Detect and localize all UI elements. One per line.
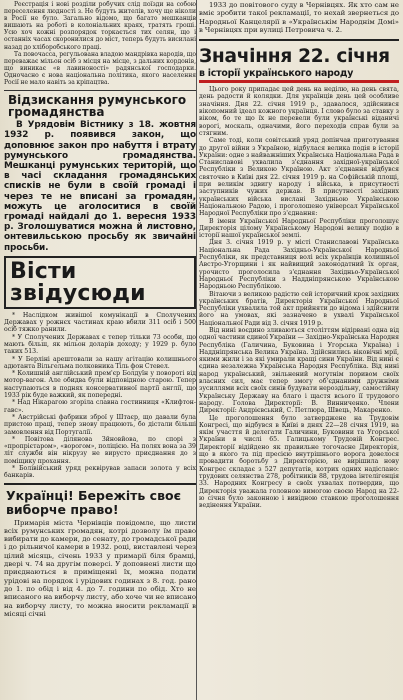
visti-item: * Болівійський уряд реквірував запаси золота у всіх банкарів. bbox=[4, 465, 196, 480]
article-quote: Вітаючи з великою радістю сей історичний крок західних українських братів, Директорія Української Народньої Республіки ухвалила той акт прийняти до відома і здійснити його на умовах, які зазначено в ухвалі Української Національної Ради від 3. січня 1919 р. bbox=[199, 290, 399, 327]
article-paragraph: Цього року припадає цей день на неділю, на день свята, день радости й колядки. Для українців день цей особливе значіння. Дня 22. січня 1919 р., здавалося, здійснився вікопомний ідеал кожного українця. І слово було за ставку з віком, бо те що їх не перевели були українські віданичі ворогі, москаль, одначими, його переходів справ були за стягним. bbox=[199, 86, 399, 137]
vidsk-heading: Відзискання румунського громадянства bbox=[8, 93, 187, 120]
column-divider bbox=[196, 0, 197, 700]
article-paragraph: Це проголошення було затверджене на Трудовім Конгресі, що відбувся в Київі в днях 22—28 січня 1919, на якім учасття й делегати Галичини, Буковини та Угорської України в числі 65. Галицькому Трудовій Конгрес. Директорії відійдено як правильне тогочасне Директорія, що в якого та під пресією внутрішнього ворога довелося провадити боротьбу з Директорією, не вирішила нову Конгрес складає з 527 депутатів, котрих одних надіслано: трудових селянства 278, робітників 88, трудова інтелігенція 33. Народних Конгресу в своїх ухвалах потвердив, що Директорія уважала головною вимогою своєю Народ на 22-ю січня було законною і вивідною ставкою проголошення ведінення України. bbox=[199, 414, 399, 510]
visti-item: * У Сполучених Державах є тепер тільки 73 особи, що мають більш, як мільон доларів доходу; у 1929 р. було таких 513. bbox=[4, 333, 196, 356]
visti-item: * Над Нікарагою згоріла славна гостинниця «Клифтон-гавс». bbox=[4, 399, 196, 414]
article-quote: Дня 3. січня 1919 р. у місті Станиславові Українська Національна Рада Західньо-Української Народньої Республіки, як представниця волі всіх українців колишньої Австро-Угорщини і як найвищий законодатний їх орган, урочисто проголосила з'єднання Західньо-Української Народньої Республіки з Наддніпрянською Українською Народньою Республікою. bbox=[199, 239, 399, 291]
visti-item: * Повітова ділянова Зйновйова, по спорі з «пропрієтаром», «ворогом», поліцією. На полях вона за 39 літ служби він нікрузу не вирусто приєднання до з поміщику прохання. bbox=[4, 435, 196, 465]
ukr-heading: Українці! Бережіть своє виборче право! bbox=[6, 487, 181, 517]
article-subtitle: в історії українського народу bbox=[199, 68, 354, 80]
article-quote: В імени Української Народньої Республіки проголошує Директорія цілому Українському Народові велику подію в історії нашої української землі. bbox=[199, 217, 399, 240]
article-quote: Від нині воєдино зливаються століттям відірвані одна від одної частини єдиної України — Західно-Українська Народня Республіка (Галичина, Буковина і Угорська Україна) і Наддніпрянська Велика Україна. Здійснились віковічні мрії, якими жили і за які умирали кращі сини України. Від нині є єдина незалежна Українська Народня Республіка. Від нині народ український, звільнений могутнім поривом своїх власних сил, має тепер змогу обʼєднаними дружніми зусиллями всіх своїх синів будувати нероздільну, самостійну Українську Державу на благо і щастя всього її трудового народу. Голова Директорії: В. Винниченко. Члени Директорії: Андрієвський, С. Петлюра, Швець, Макаренко. bbox=[199, 326, 399, 415]
section-rule bbox=[199, 39, 399, 41]
article-paragraph: Саме тоді, коли совітський уряд допінчав приготування до другої війни з Україною, відбулася велика подія в історії України: одне з найважніших Українська Національна Рада в Станиславові ухвалила з'єднання західної-української Республіки з Великою Україною. Акт з'єднання відбувся святочно в Київі дня 22. січня 1919 р. на Софійській площі, при великім здвигу народу і війська, в присутності заступників чужих держав. В присутності західних українських війська вислані Західньою Українською Національною Радою, і проголошено універсал Української Народної Республіки про з'єднання: bbox=[199, 137, 399, 218]
title-red-underline bbox=[199, 80, 399, 83]
visti-heading-box bbox=[4, 256, 196, 309]
visti-item: * У Берліні арештовали за нашу агітацію колишнього адютанта Вільгельма полковника Тіль фон Стевел. bbox=[4, 355, 196, 370]
intro-paragraph-2: Та повочасса, регульована владою мандрівка народів, що переважає мільон осіб з місця на місце, з дальних кордонів, що виникає «в лавиноності» радянської господарки. Одночасно є нова національна політика, якого населення Росії не мало навіть за кріпацтва. bbox=[4, 50, 196, 87]
intro-paragraph-1: Реєстрація і нові розділи робучих слід поїзди на собою переселення людності з. Не будуть жителів, хочу ще ніколи в Росії не було. Загально відомо, що багато мешканців вишають на роботі в колоніальних краях, тратять гроші. Усю хоч кожні розпорядок торкається тих селян, що і останніх часах скоронилися до міст, теперь будуть висилані назад до хліборобського праці. bbox=[4, 1, 196, 51]
visti-heading: Вісти звідусюди bbox=[10, 258, 146, 306]
visti-item: * Наслідком живішої комунікації в Сполучених Державах у рожнєх частинах краю вбили 311 осіб і 500 осіб тяжко ранили. bbox=[4, 311, 196, 334]
section-rule bbox=[4, 90, 196, 91]
visti-item: * Австрійські фабрики зброї у Штаєр, що давали була пристою праці, тепер знову працюють, бо дістали більші замовлення від Португалії. bbox=[4, 413, 196, 436]
ukr-body: Примарія міста Чернівців повідомле, що листи всіх румунських громадян, котрі дозволу їм право вибирати до камери, до сенату, до громадської ради і до рільничої камери в 1932. році, виставлені через цілий місяць, січень 1933 у примарії біля брамці, двері ч. 74 на другім поверсі. У доповнені листи що приєднаються в приміщенні їх, можна подати урідові на порядок і урідових годинах з 8. год. рано до 1. по обід і від 4. до 7. години по обід. Хто не вписаного на виборчу листу, або хоче чи не вписано на виборчу листу, то можна вносити рекламації в місяці січні bbox=[4, 518, 196, 618]
continuation-paragraph: 1933 до повітового суду в Чернівцях. Як хто сам не вміє зробити такої рекламації, то нехай звернеться до Народньої Канцелярії в «Українськім Народнім Домі» в Чернівцях при вулиці Петровича ч. 2. bbox=[199, 1, 399, 34]
visti-item: * Колишній англійський прем'єр Болдуїн у повороті від мотор-вагон. Але обидва були відповідною старою. Тепер наступаються в поднях консервативної партії англії, що 1933 рік буде важкий, як попередні. bbox=[4, 370, 196, 400]
section-rule bbox=[4, 483, 196, 485]
article-title: Значіння 22. січня bbox=[199, 46, 390, 68]
left-column bbox=[4, 0, 196, 618]
vidsk-lead: В Урядовім Вістнику з 18. жовтня 1932 р. появився закон, що доповнює закон про набуття і втрату румунського громадянства. Мешканці румунських територій, що в часі складання громадянських списків не були в своїй громаді і через те не вписані за громадян, можуть це аголоситися в своїй громаді найдалі до 1. вересня 1933 р. Зголошуватися можна й листовно, онтевильською просьбу як звичайні просьби. bbox=[4, 120, 196, 253]
right-column bbox=[199, 0, 399, 509]
